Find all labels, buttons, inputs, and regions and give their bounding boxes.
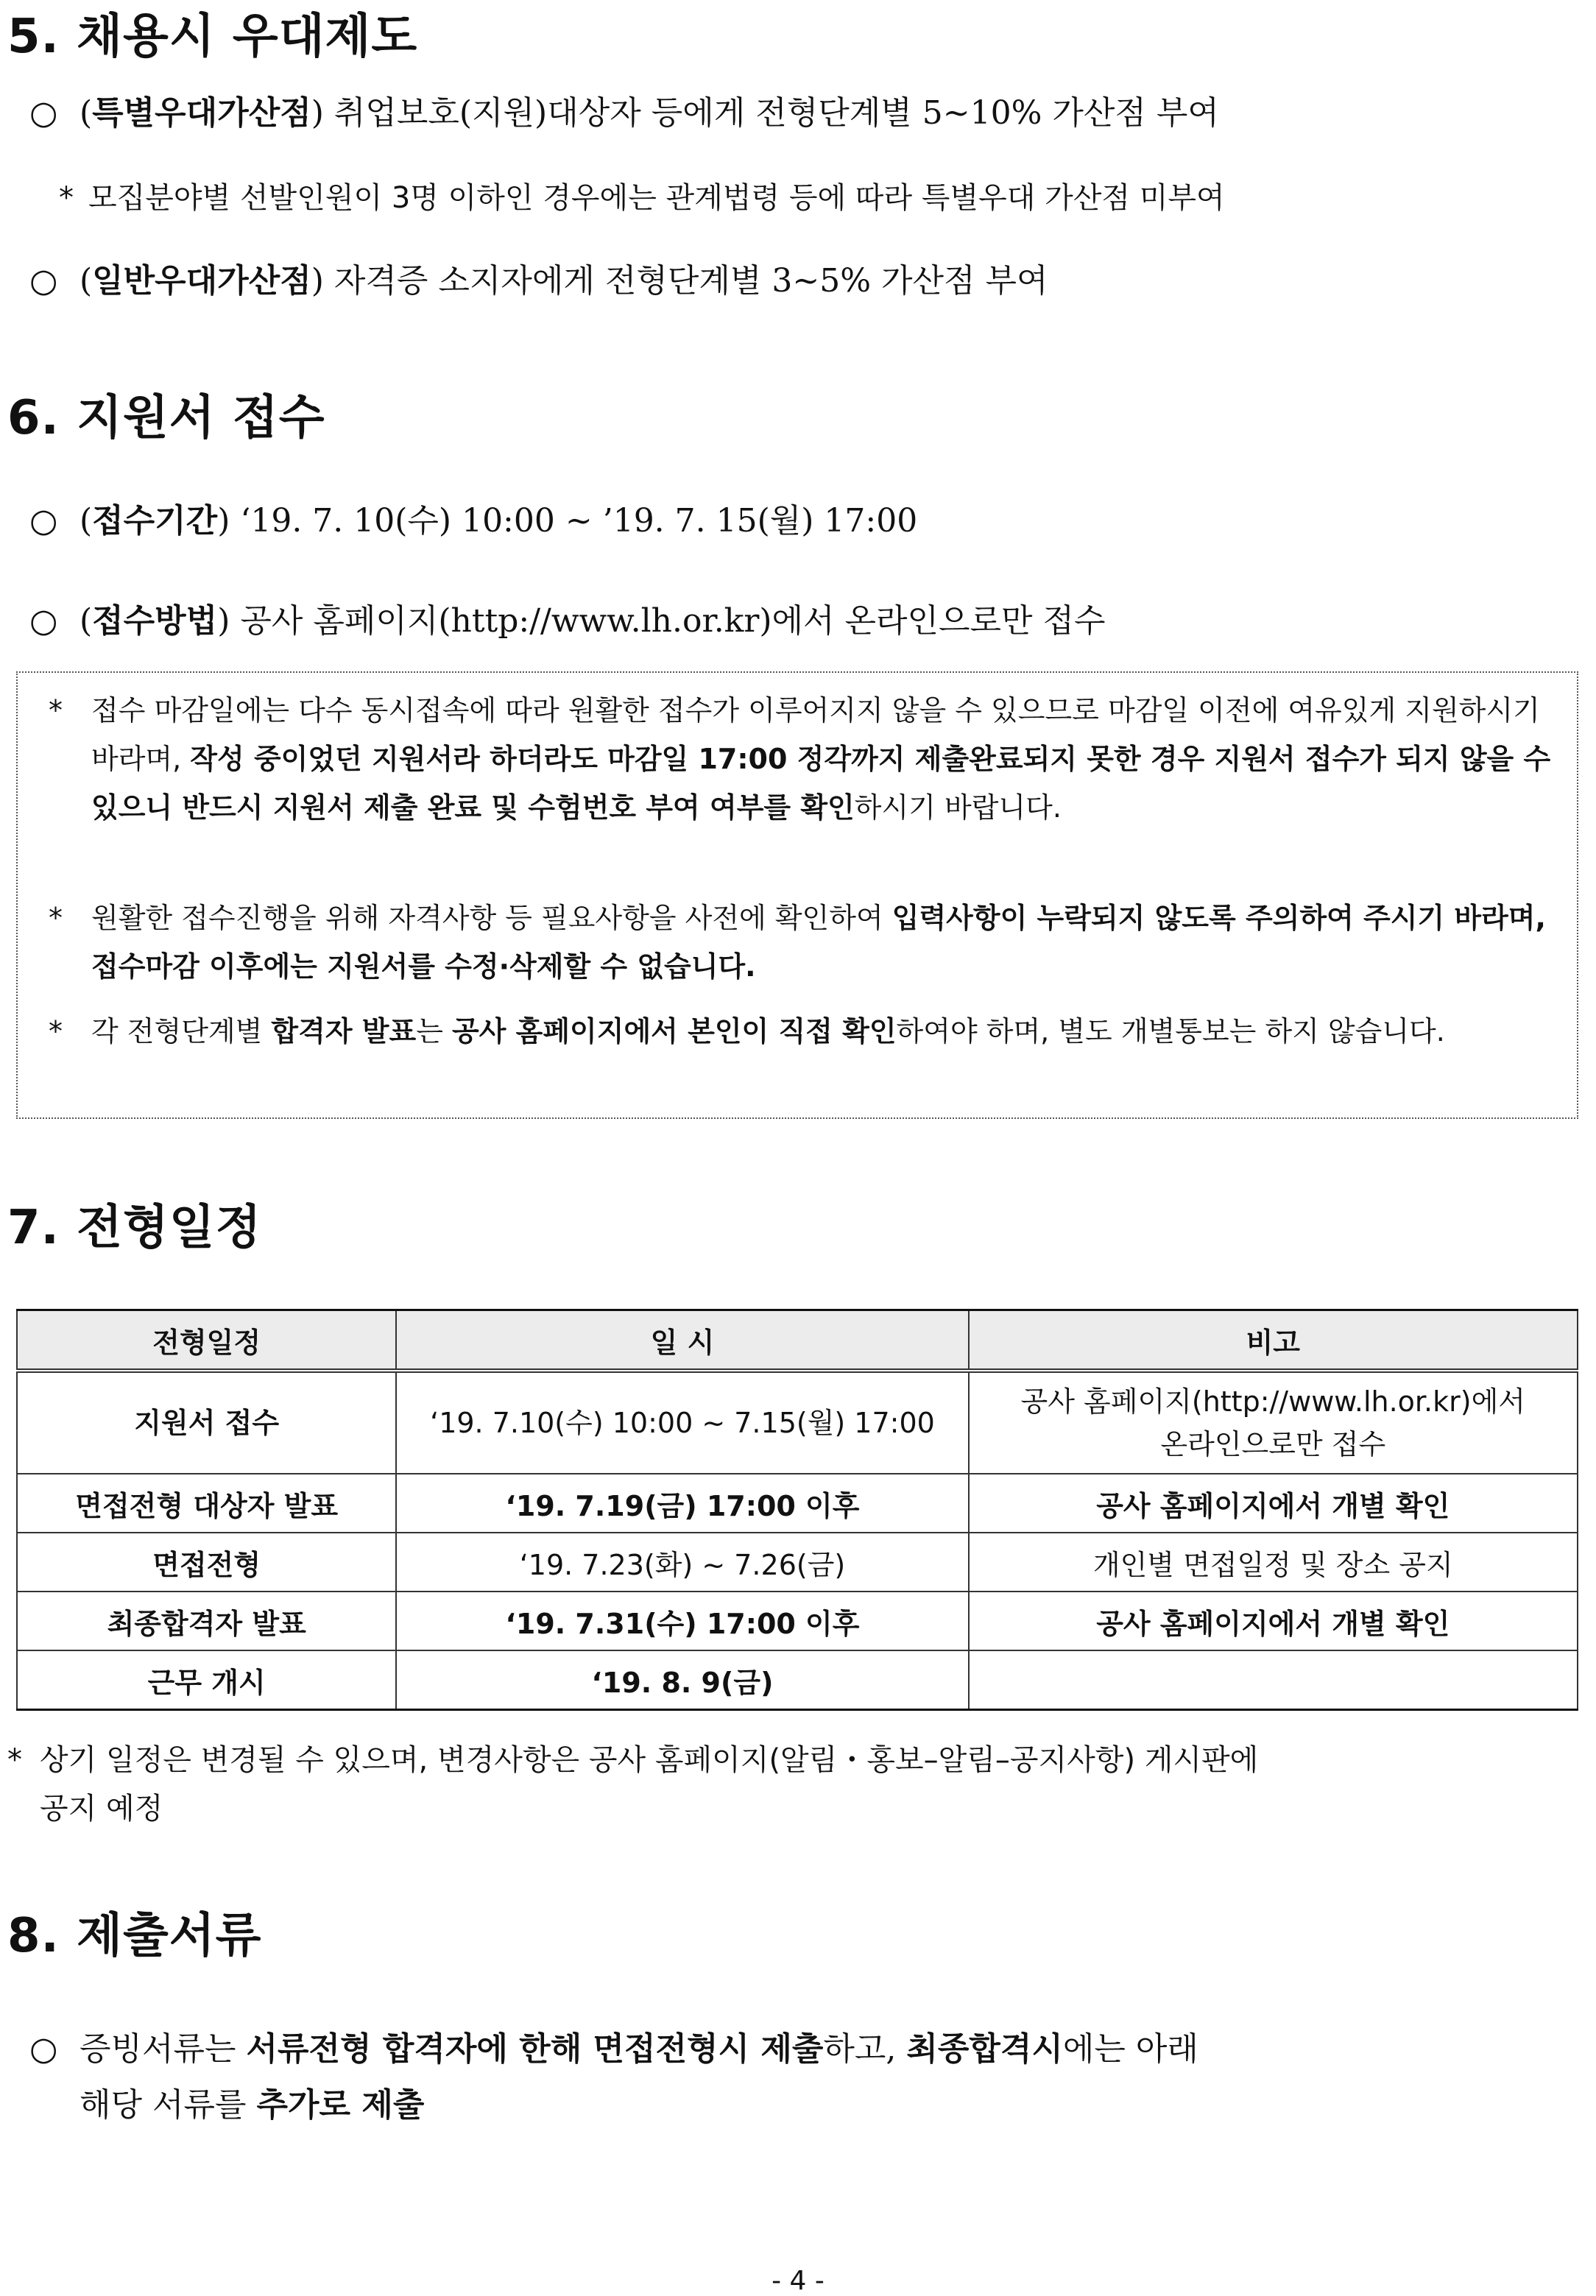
circle-bullet-icon: ○ xyxy=(29,602,58,640)
stage-cell: 면접전형 xyxy=(17,1533,396,1592)
note-cell: 공사 홈페이지에서 개별 확인 xyxy=(969,1474,1578,1533)
stage-cell: 면접전형 대상자 발표 xyxy=(17,1474,396,1533)
table-row xyxy=(17,1371,1578,1474)
sec6-bullet-method: ○ (접수방법) 공사 홈페이지(http://www.lh.or.kr)에서 온라인으로만 접수 xyxy=(29,602,1106,640)
table-row xyxy=(17,1592,1578,1650)
column-header: 일 시 xyxy=(396,1310,968,1371)
schedule-table xyxy=(16,1309,1578,1711)
table-row xyxy=(17,1533,1578,1592)
page-number: - 4 - xyxy=(771,2266,825,2296)
note-cell xyxy=(969,1650,1578,1710)
bullet-label: 접수기간 xyxy=(92,502,218,540)
bullet-label: 일반우대가산점 xyxy=(92,262,311,300)
column-header: 전형일정 xyxy=(17,1310,396,1371)
note-cell: 공사 홈페이지(http://www.lh.or.kr)에서 온라인으로만 접수 xyxy=(969,1371,1578,1474)
date-cell: ‘19. 8. 9(금) xyxy=(396,1650,968,1710)
asterisk-icon: * xyxy=(59,181,74,215)
stage-cell: 지원서 접수 xyxy=(17,1371,396,1474)
circle-bullet-icon: ○ xyxy=(29,262,58,300)
stage-cell: 최종합격자 발표 xyxy=(17,1592,396,1650)
sec5-bullet-general: ○ (일반우대가산점) 자격증 소지자에게 전형단계별 3~5% 가산점 부여 xyxy=(29,262,1048,300)
asterisk-icon: * xyxy=(49,1015,63,1048)
asterisk-icon: * xyxy=(49,902,63,934)
circle-bullet-icon: ○ xyxy=(29,502,58,540)
stage-cell: 근무 개시 xyxy=(17,1650,396,1710)
column-header: 비고 xyxy=(969,1310,1578,1371)
circle-bullet-icon: ○ xyxy=(29,94,58,132)
notice-paragraph-3: * 각 전형단계별 합격자 발표는 공사 홈페이지에서 본인이 직접 확인하여야 하며, 별도 개별통보는 하지 않습니다. xyxy=(54,1007,1571,1056)
note-cell: 개인별 면접일정 및 장소 공지 xyxy=(969,1533,1578,1592)
sec5-bullet-special: ○ (특별우대가산점) 취업보호(지원)대상자 등에게 전형단계별 5~10% 가산점 부여 xyxy=(29,94,1219,132)
date-cell: ‘19. 7.19(금) 17:00 이후 xyxy=(396,1474,968,1533)
schedule-note: * 상기 일정은 변경될 수 있으며, 변경사항은 공사 홈페이지(알림・홍보–알림–공지사항) 게시판에 공지 예정 xyxy=(7,1743,1259,1826)
table-row xyxy=(17,1474,1578,1533)
notice-paragraph-2: * 원활한 접수진행을 위해 자격사항 등 필요사항을 사전에 확인하여 입력사항이 누락되지 않도록 주의하여 주시기 바라며, 접수마감 이후에는 지원서를 수정·삭제할 수 없습니다. xyxy=(54,894,1571,991)
bullet-label: 접수방법 xyxy=(92,602,218,640)
asterisk-icon: * xyxy=(7,1743,22,1777)
date-cell: ‘19. 7.10(수) 10:00 ~ 7.15(월) 17:00 xyxy=(396,1371,968,1474)
sec5-note: * 모집분야별 선발인원이 3명 이하인 경우에는 관계법령 등에 따라 특별우대 가산점 미부여 xyxy=(59,181,1225,215)
table-row xyxy=(17,1650,1578,1710)
asterisk-icon: * xyxy=(49,694,63,727)
sec8-bullet: ○ 증빙서류는 서류전형 합격자에 한해 면접전형시 제출하고, 최종합격시에는 아래 해당 서류를 추가로 제출 xyxy=(29,2021,1198,2133)
notice-paragraph-1: * 접수 마감일에는 다수 동시접속에 따라 원활한 접수가 이루어지지 않을 수 있으므로 마감일 이전에 여유있게 지원하시기 바라며, 작성 중이었던 지원서라 하더라도 마감일 17:00 정각까지 제출완료되지 못한 경우 지원서 접수가 되지 않을 수 있으니 반드시 지원서 제출 완료 및 수험번호 부여 여부를 확인하시기 바랍니다. xyxy=(54,686,1571,832)
circle-bullet-icon: ○ xyxy=(29,2030,58,2068)
section-5-heading: 5. 채용시 우대제도 xyxy=(7,10,418,64)
date-cell: ‘19. 7.23(화) ~ 7.26(금) xyxy=(396,1533,968,1592)
bullet-label: 특별우대가산점 xyxy=(92,94,311,132)
date-cell: ‘19. 7.31(수) 17:00 이후 xyxy=(396,1592,968,1650)
section-8-heading: 8. 제출서류 xyxy=(7,1909,262,1963)
section-6-heading: 6. 지원서 접수 xyxy=(7,391,325,445)
notice-box xyxy=(16,671,1578,1119)
section-7-heading: 7. 전형일정 xyxy=(7,1201,262,1255)
sec6-bullet-period: ○ (접수기간) ‘19. 7. 10(수) 10:00 ~ ’19. 7. 15(월) 17:00 xyxy=(29,502,918,540)
table-header-row xyxy=(17,1310,1578,1371)
note-cell: 공사 홈페이지에서 개별 확인 xyxy=(969,1592,1578,1650)
